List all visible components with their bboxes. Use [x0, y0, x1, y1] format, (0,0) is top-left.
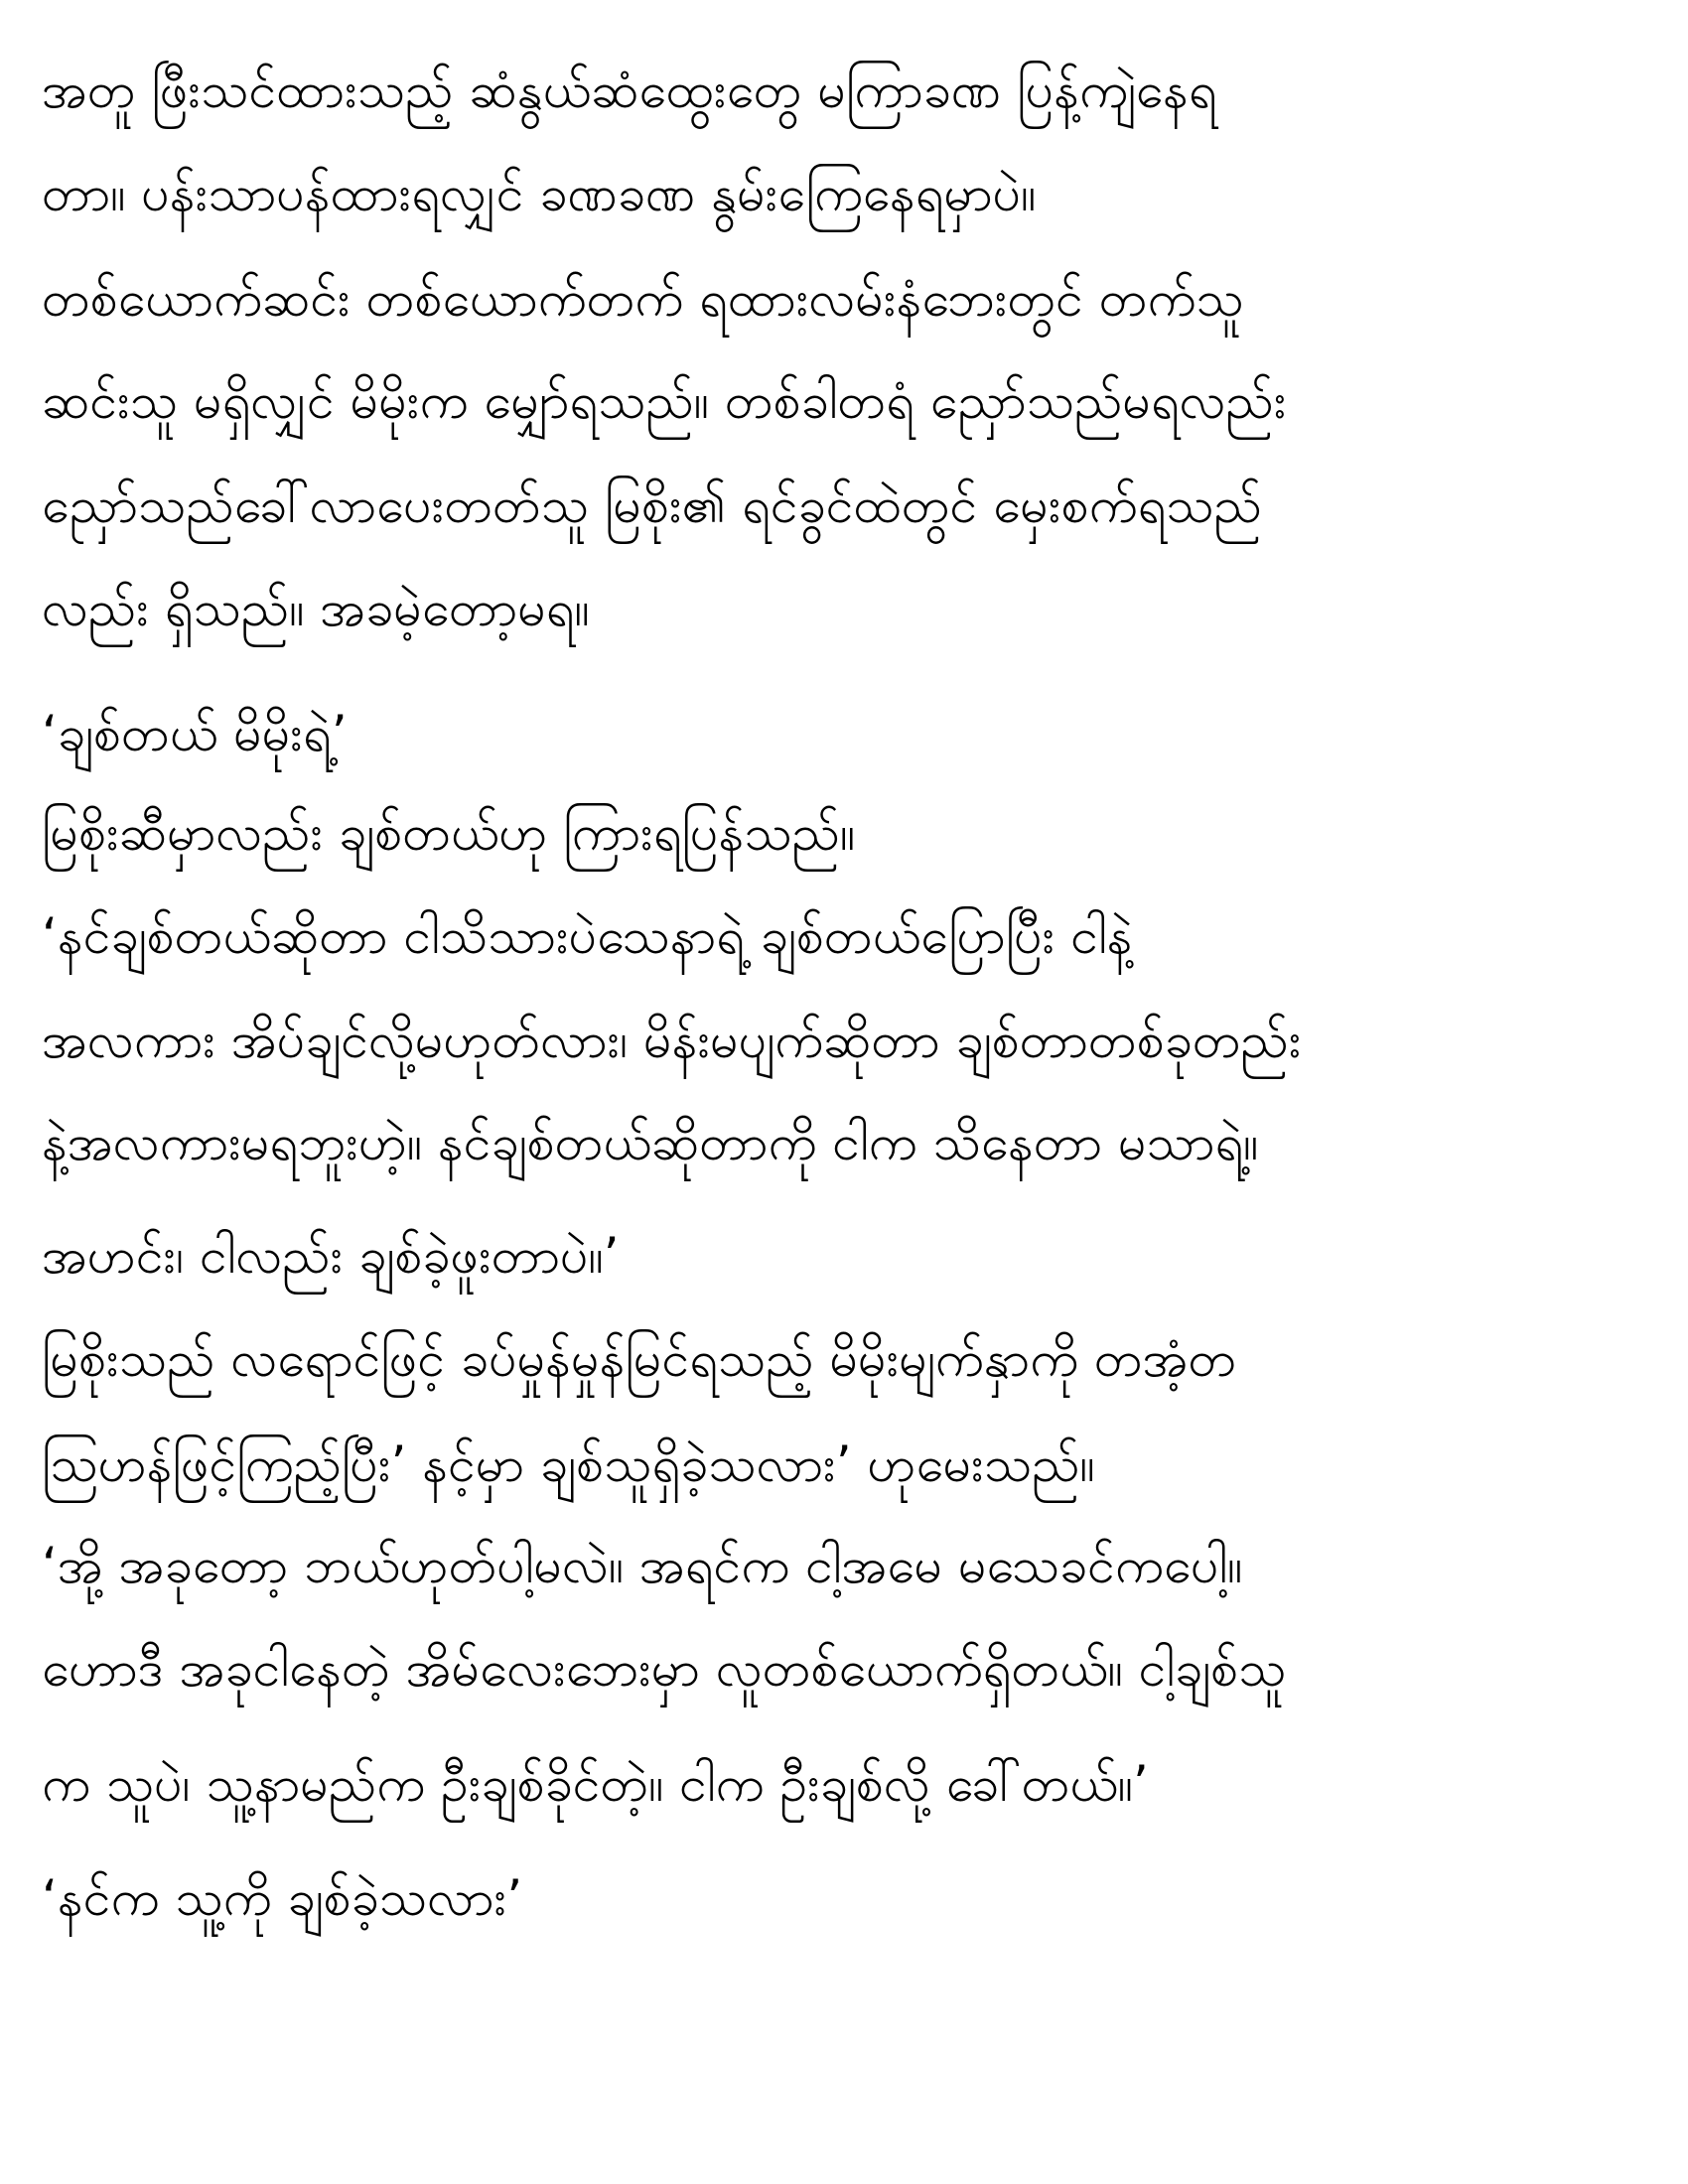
- text-line-17: က သူပဲ၊ သူ့နာမည်က ဦးချစ်ခိုင်တဲ့။ ငါက ဦးချစ်လို့ ခေါ်တယ်။’: [42, 1755, 1149, 1813]
- text-line-9: ‘နင်ချစ်တယ်ဆိုတာ ငါသိသားပဲသေနာရဲ့ ချစ်တယ်ပြောပြီး ငါနဲ့: [42, 907, 1133, 965]
- text-line-11: နဲ့အလကားမရဘူးဟဲ့။ နင်ချစ်တယ်ဆိုတာကို ငါက သိနေတာ မသာရဲ့။: [42, 1114, 1259, 1171]
- text-line-6: လည်း ရှိသည်။ အခမဲ့တော့မရ။: [42, 580, 590, 637]
- text-line-10: အလကား အိပ်ချင်လို့မဟုတ်လား၊ မိန်းမပျက်ဆိုတာ ချစ်တာတစ်ခုတည်း: [42, 1012, 1302, 1069]
- text-line-8: မြစိုးဆီမှာလည်း ချစ်တယ်ဟု ကြားရပြန်သည်။: [42, 804, 856, 862]
- text-line-13: မြစိုးသည် လရောင်ဖြင့် ခပ်မှုန်မှုန်မြင်ရသည့် မိမိုးမျက်နှာကို တအံ့တ: [42, 1330, 1237, 1388]
- text-line-4: ဆင်းသူ မရှိလျှင် မိမိုးက မျှော်ရသည်။ တစ်ခါတရံ ညှော်သည်မရလည်း: [42, 372, 1287, 430]
- text-line-18: ‘နင်က သူ့ကို ချစ်ခဲ့သလား’: [42, 1869, 523, 1927]
- text-line-3: တစ်ယောက်ဆင်း တစ်ယောက်တက် ရထားလမ်းနံဘေးတွင် တက်သူ: [42, 270, 1244, 328]
- text-line-7: ‘ချစ်တယ် မိမိုးရဲ့’: [42, 705, 348, 762]
- text-line-16: ဟောဒီ အခုငါနေတဲ့ အိမ်လေးဘေးမှာ လူတစ်ယောက်ရှိတယ်။ ငါ့ချစ်သူ: [42, 1640, 1287, 1698]
- text-line-2: တာ။ ပန်းသာပန်ထားရလျှင် ခဏခဏ နွမ်းကြေနေရမှာပဲ။: [42, 165, 1037, 222]
- text-line-14: သြဟန်ဖြင့်ကြည့်ပြီး’ နင့်မှာ ချစ်သူရှိခဲ့သလား’ ဟုမေးသည်။: [42, 1435, 1095, 1493]
- text-line-12: အဟင်း၊ ငါလည်း ချစ်ခဲ့ဖူးတာပဲ။’: [42, 1227, 620, 1285]
- text-line-5: ညှော်သည်ခေါ်လာပေးတတ်သူ မြစိုး၏ ရင်ခွင်ထဲတွင် မှေးစက်ရသည်: [42, 477, 1262, 534]
- text-line-1: အတူ ဖြီးသင်ထားသည့် ဆံနွယ်ဆံထွေးတွေ မကြာခဏ ပြန့်ကျဲနေရ: [42, 62, 1217, 119]
- text-line-15: ‘အို့ အခုတော့ ဘယ်ဟုတ်ပါ့မလဲ။ အရင်က ငါ့အမေ မသေခင်ကပေါ့။: [42, 1537, 1243, 1594]
